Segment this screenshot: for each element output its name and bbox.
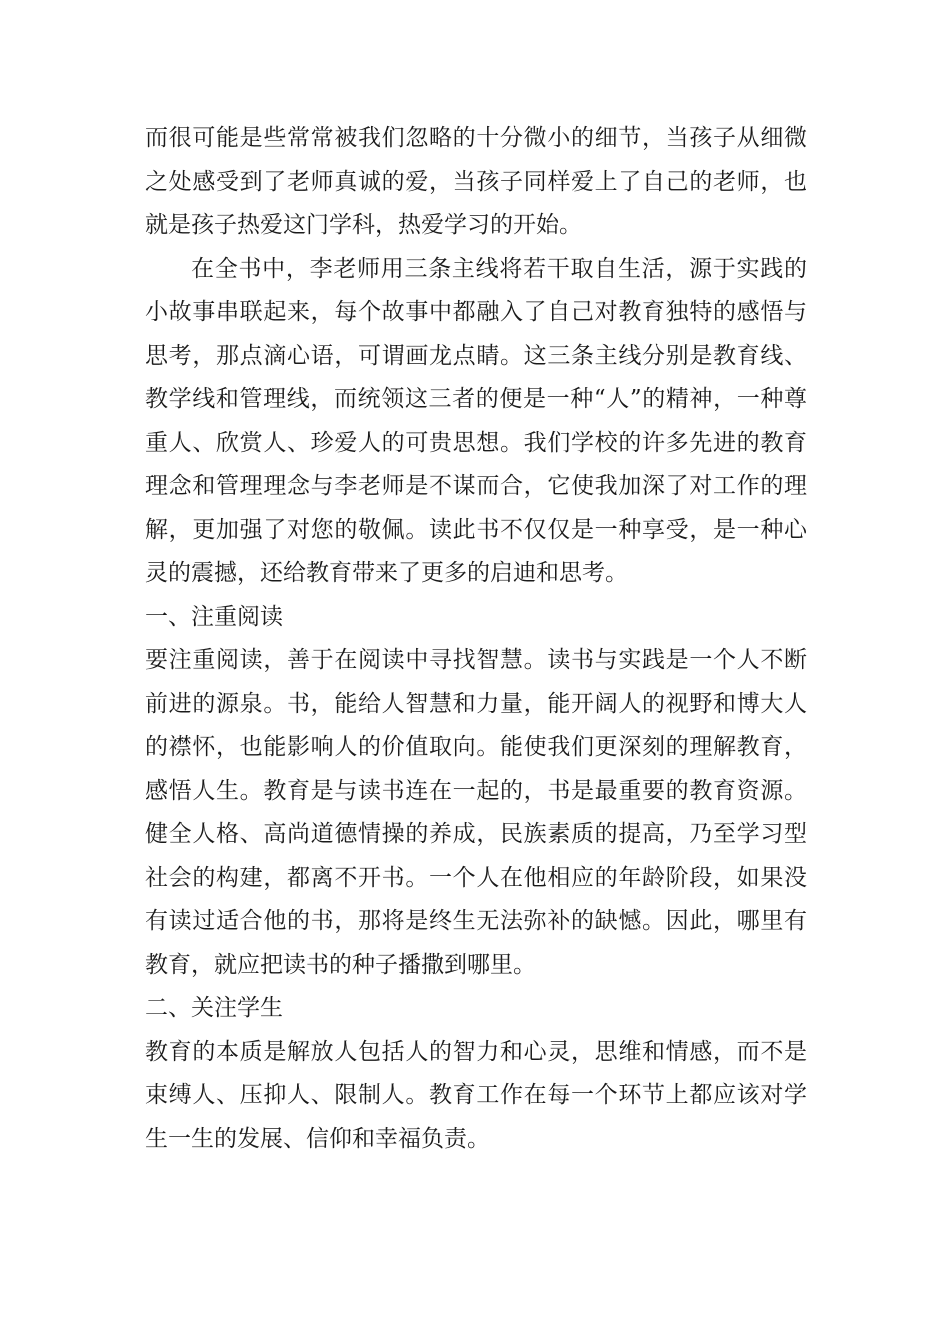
paragraph-reading: 要注重阅读，善于在阅读中寻找智慧。读书与实践是一个人不断前进的源泉。书，能给人智慧和力量，能开阔人的视野和博大人的襟怀，也能影响人的价值取向。能使我们更深刻的理解教育，感悟人生。教育是与读书连在一起的，书是最重要的教育资源。健全人格、高尚道德情操的养成，民族素质的提高，乃至学习型社会的构建，都离不开书。一个人在他相应的年龄阶段，如果没有读过适合他的书，那将是终生无法弥补的缺憾。因此，哪里有教育，就应把读书的种子播撒到哪里。: [145, 647, 807, 978]
paragraph-students: 教育的本质是解放人包括人的智力和心灵，思维和情感，而不是束缚人、压抑人、限制人。教育工作在每一个环节上都应该对学生一生的发展、信仰和幸福负责。: [145, 1038, 807, 1152]
paragraph-book-overview: 在全书中，李老师用三条主线将若干取自生活，源于实践的小故事串联起来，每个故事中都融入了自己对教育独特的感悟与思考，那点滴心语，可谓画龙点睛。这三条主线分别是教育线、教学线和管理线，而统领这三者的便是一种“人”的精神，一种尊重人、欣赏人、珍爱人的可贵思想。我们学校的许多先进的教育理念和管理理念与李老师是不谋而合，它使我加深了对工作的理解，更加强了对您的敬佩。读此书不仅仅是一种享受，是一种心灵的震撼，还给教育带来了更多的启迪和思考。: [145, 255, 807, 586]
section-heading-students: 二、关注学生: [145, 995, 283, 1021]
paragraph-continuation: 而很可能是些常常被我们忽略的十分微小的细节，当孩子从细微之处感受到了老师真诚的爱，当孩子同样爱上了自己的老师，也就是孩子热爱这门学科，热爱学习的开始。: [145, 125, 807, 238]
section-heading-reading: 一、注重阅读: [145, 603, 283, 630]
document-body: [145, 117, 807, 1161]
